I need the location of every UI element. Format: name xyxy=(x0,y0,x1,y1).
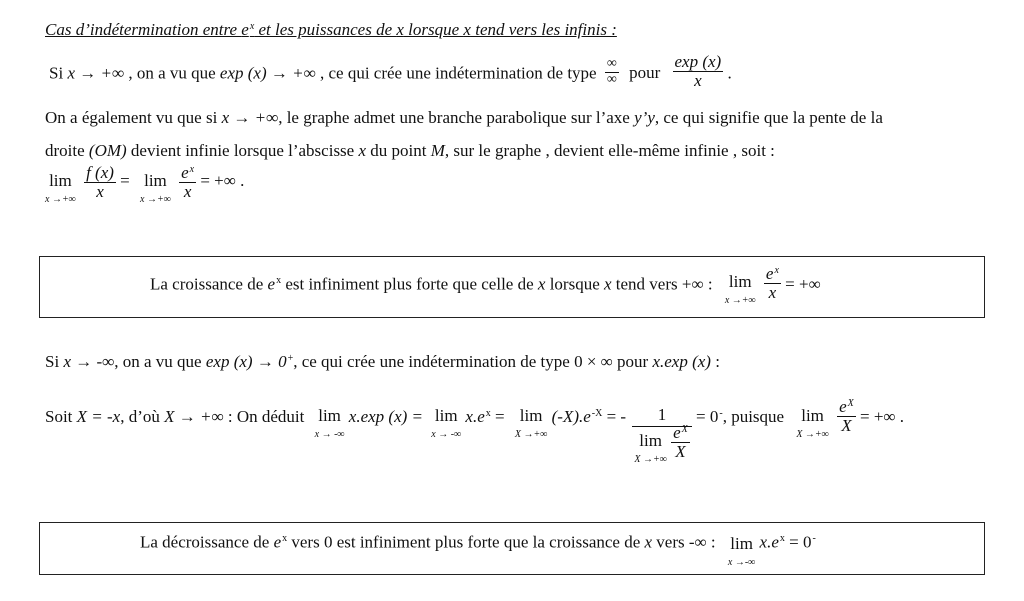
box2-result: = 0 xyxy=(784,532,812,552)
p6-xexp: x.exp (x) = xyxy=(348,407,424,427)
p6-inner-exp: X xyxy=(681,423,688,435)
box2-xe-exp: x xyxy=(779,533,785,545)
p6-text-c: , d’où xyxy=(120,407,165,427)
p6-lim-3 xyxy=(515,407,548,440)
fraction-fx-over-x xyxy=(84,164,116,201)
fraction-ex-over-x xyxy=(179,164,196,201)
box2-e: e xyxy=(273,532,282,552)
p3-text-c: devient infinie lorsque l’abscisse xyxy=(126,141,359,160)
title-text-1: Cas d’indétermination entre xyxy=(45,20,242,39)
p6-lim5-sub: X →+∞ xyxy=(796,428,829,440)
box1-inf: +∞ xyxy=(681,274,704,294)
lim-block-2 xyxy=(140,172,171,205)
p3-text-a: droite xyxy=(45,141,89,160)
p6-big-frac-den xyxy=(632,422,691,467)
box2-text-a: La décroissance de xyxy=(140,532,274,552)
p3-om: (OM) xyxy=(88,141,127,160)
limit-result: = +∞ . xyxy=(200,171,245,191)
p5-exp-sup: + xyxy=(287,353,294,364)
p6-last-exp: X xyxy=(847,397,854,409)
p3-m: M xyxy=(430,141,445,160)
box2-minus-inf: -∞ xyxy=(688,532,707,552)
frac-ex-exp: x xyxy=(189,164,195,175)
p1-frac-num: ∞ xyxy=(606,56,617,72)
p1-frac-den: ∞ xyxy=(606,71,617,87)
p6-lim5-label: lim xyxy=(801,405,824,425)
p6-inner-den: X xyxy=(675,441,686,461)
box2-lim-sub: x →-∞ xyxy=(727,557,756,568)
p5-colon: : xyxy=(710,352,720,371)
p3-text-e: du point xyxy=(366,141,431,160)
limit-formula-1 xyxy=(45,163,245,207)
p1-period: . xyxy=(727,63,732,83)
p5-text-e: , ce qui crée une indétermination de type xyxy=(293,352,575,371)
p1-math-exp: exp (x) → +∞ xyxy=(219,63,316,83)
box1-lim-sub: x →+∞ xyxy=(724,294,756,306)
p6-inner-num: e xyxy=(673,422,681,442)
paragraph-5 xyxy=(45,352,720,372)
p6-lim3-label: lim xyxy=(519,405,543,425)
p6-xe: x.e xyxy=(465,407,485,427)
p2-math-limit: x → +∞ xyxy=(221,108,279,127)
box1-lim xyxy=(725,273,756,306)
box1-text-c: lorsque xyxy=(545,274,604,294)
title-text-2: et les puissances de xyxy=(254,20,397,39)
p6-negx-e: (-X).e xyxy=(551,407,591,427)
box1-result: = +∞ xyxy=(785,274,821,294)
p6-lim4-label: lim xyxy=(639,430,662,450)
p2-axis: y’y xyxy=(634,108,655,127)
p6-lim-1 xyxy=(315,407,345,440)
p6-big-frac-num: 1 xyxy=(632,406,691,427)
p6-limit: X → +∞ xyxy=(164,407,224,427)
p6-lim1-sub: x → -∞ xyxy=(314,428,345,440)
box2-text-d: vers xyxy=(652,532,689,552)
result-box-decay-content xyxy=(140,527,816,568)
p6-puisque: , puisque xyxy=(722,407,785,427)
p6-eq-3: = - xyxy=(602,407,627,427)
box2-xe: x.e xyxy=(759,532,779,552)
box1-colon: : xyxy=(703,274,713,294)
p1-text-e: , ce qui crée une indétermination de type xyxy=(319,63,597,83)
box1-text-d: tend vers xyxy=(611,274,682,294)
frac-fx-den: x xyxy=(96,181,104,201)
p1-text-pour: pour xyxy=(629,63,661,83)
p6-lim-4 xyxy=(634,432,667,465)
box1-text-a: La croissance de xyxy=(150,274,268,294)
title-e: e xyxy=(241,20,249,39)
box1-x2: x xyxy=(603,274,612,294)
box2-result-sup: - xyxy=(812,533,816,545)
paragraph-1 xyxy=(49,52,732,93)
p6-text-e: : On déduit xyxy=(223,407,305,427)
p1-frac2-den: x xyxy=(694,70,702,90)
box1-frac-exp: x xyxy=(774,265,779,276)
box1-x: x xyxy=(537,274,546,294)
box2-text-c: est infiniment plus forte que la croissance de xyxy=(332,532,645,552)
box1-fraction xyxy=(764,265,781,302)
box1-text-b: est infiniment plus forte que celle de xyxy=(281,274,538,294)
p6-negx-exp: -X xyxy=(591,408,603,420)
p1-text-c: , on a vu que xyxy=(128,63,220,83)
box1-e: e xyxy=(267,274,276,294)
p2-text-c: , le graphe admet une branche parabolique sur l’axe xyxy=(278,108,635,127)
p1-frac2-num: exp (x) xyxy=(674,52,722,71)
p5-limit: x → -∞ xyxy=(63,352,115,371)
p5-zero-times-inf: 0 × ∞ xyxy=(574,352,613,371)
box2-x: x xyxy=(644,532,653,552)
p6-lim2-label: lim xyxy=(434,405,458,425)
p6-result: = +∞ . xyxy=(859,407,905,427)
paragraph-3 xyxy=(45,141,775,161)
lim-block-1 xyxy=(45,172,76,205)
box2-zero: 0 xyxy=(323,532,333,552)
box1-frac-num: e xyxy=(765,264,774,283)
p6-last-fraction xyxy=(837,398,856,435)
p2-text-e: , ce qui signifie que la pente de la xyxy=(654,108,883,127)
box2-lim xyxy=(728,535,755,568)
p3-x: x xyxy=(358,141,367,160)
box1-e-exp: x xyxy=(276,275,282,287)
p3-text-g: , sur le graphe , devient elle-même infinie , soit : xyxy=(444,141,775,160)
box1-lim-label: lim xyxy=(728,271,752,291)
title-text-3: lorsque xyxy=(403,20,464,39)
p6-zero: = 0 xyxy=(696,407,719,427)
p1-fraction-inf xyxy=(605,57,619,87)
lim-label-2: lim xyxy=(144,170,167,190)
title-text-4: tend vers les infinis : xyxy=(470,20,617,39)
p6-substitution: X = -x xyxy=(76,407,121,427)
p6-lim3-sub: X →+∞ xyxy=(514,428,548,440)
p6-text-a: Soit xyxy=(45,407,77,427)
p6-lim2-sub: x → -∞ xyxy=(431,428,462,440)
lim-subscript-2: x →+∞ xyxy=(140,193,171,205)
p5-exp: exp (x) → 0 xyxy=(205,352,287,371)
p5-text-g: pour xyxy=(612,352,653,371)
p6-inner-fraction xyxy=(671,424,690,461)
p1-fraction-exp xyxy=(673,53,724,90)
lim-subscript: x →+∞ xyxy=(45,193,76,205)
box2-lim-label: lim xyxy=(730,534,753,553)
p6-zero-sup: - xyxy=(719,408,723,420)
p6-xe-exp: x xyxy=(485,408,491,420)
p1-text-a: Si xyxy=(49,63,68,83)
p6-lim1-label: lim xyxy=(318,405,341,425)
p6-last-den: X xyxy=(841,415,852,435)
title-x2: x xyxy=(463,20,471,39)
p6-lim4-sub: X →+∞ xyxy=(634,453,667,465)
paragraph-2 xyxy=(45,108,883,128)
frac-fx-num: f (x) xyxy=(86,163,114,182)
result-box-growth-content xyxy=(150,264,821,306)
box2-e-exp: x xyxy=(282,533,288,545)
p6-big-fraction xyxy=(632,406,691,467)
box1-frac-den: x xyxy=(768,282,777,302)
frac-ex-num: e xyxy=(181,163,189,182)
title-e-exponent: x xyxy=(249,21,255,32)
section-title xyxy=(45,20,617,40)
p5-text-a: Si xyxy=(45,352,64,371)
p6-last-num: e xyxy=(839,396,847,416)
box2-colon: : xyxy=(706,532,716,552)
title-x1: x xyxy=(396,20,404,39)
paragraph-6 xyxy=(45,388,905,465)
p6-lim-2 xyxy=(431,407,461,440)
lim-label: lim xyxy=(49,170,72,190)
p5-xexp: x.exp (x) xyxy=(652,352,711,371)
frac-ex-den: x xyxy=(183,181,192,201)
p6-lim-5 xyxy=(796,407,829,440)
p5-text-c: , on a vu que xyxy=(114,352,206,371)
p1-math-limit: x → +∞ xyxy=(67,63,125,83)
equals-sign: = xyxy=(120,171,130,191)
p6-eq-2: = xyxy=(490,407,505,427)
box2-text-b: vers xyxy=(287,532,324,552)
p2-text-a: On a également vu que si xyxy=(45,108,222,127)
